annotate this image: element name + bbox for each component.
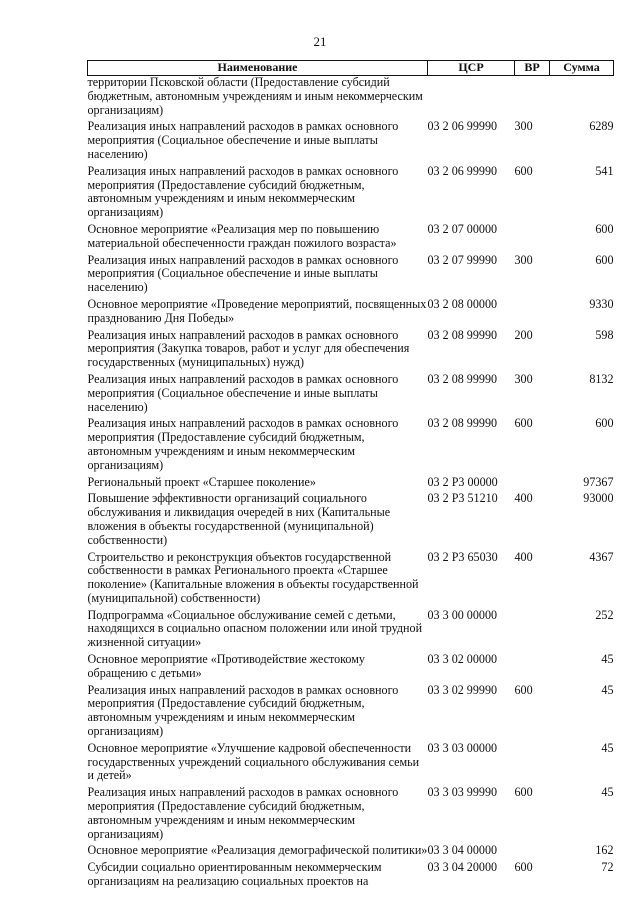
- row-sum: 97367: [583, 474, 614, 489]
- table-body: [88, 76, 614, 889]
- row-name: Реализация иных направлений расходов в рамках основного мероприятия (Предоставление субсидий бюджетным, автономным учреждениям и иным некоммерческим организациям): [87, 785, 399, 841]
- budget-table: [87, 60, 614, 889]
- row-csr: 03 2 P3 65030: [427, 549, 498, 564]
- row-sum: 162: [595, 843, 614, 858]
- row-vr: 600: [514, 416, 533, 431]
- row-csr: 03 2 P3 00000: [427, 474, 498, 489]
- row-name: Реализация иных направлений расходов в рамках основного мероприятия (Закупка товаров, работ и услуг для обеспечения государственных (муниципальных) нужд): [87, 327, 410, 370]
- row-sum: 252: [595, 607, 614, 622]
- row-name: Основное мероприятие «Проведение мероприятий, посвященных празднованию Дня Победы»: [87, 296, 427, 325]
- row-csr: 03 3 04 00000: [427, 843, 498, 858]
- row-name: Реализация иных направлений расходов в рамках основного мероприятия (Социальное обеспечение и иные выплаты населению): [87, 119, 399, 161]
- table-row: [88, 548, 614, 606]
- table-row: [88, 251, 614, 295]
- row-name: Основное мероприятие «Противодействие жестокому обращению с детьми»: [87, 652, 365, 680]
- row-name: Основное мероприятие «Реализация мер по повышению материальной обеспеченности граждан пожилого возраста»: [87, 221, 397, 250]
- row-csr: [428, 76, 515, 118]
- page-number: 21: [313, 34, 327, 49]
- table-row: [88, 739, 614, 783]
- row-name: Реализация иных направлений расходов в рамках основного мероприятия (Социальное обеспечение и иные выплаты населению): [87, 252, 399, 295]
- row-csr: 03 2 P3 51210: [427, 491, 498, 506]
- row-vr: [515, 76, 550, 118]
- table-row: [88, 606, 614, 650]
- row-name: Субсидии социально ориентированным некоммерческим организациям на реализацию социальных проектов на: [87, 860, 382, 889]
- row-name: Реализация иных направлений расходов в рамках основного мероприятия (Социальное обеспечение и иные выплаты населению): [87, 371, 399, 414]
- row-vr: 200: [514, 327, 533, 342]
- table-row: [88, 841, 614, 858]
- row-vr: 600: [514, 682, 533, 697]
- table-row: [88, 162, 614, 220]
- row-vr: [515, 220, 550, 251]
- row-csr: 03 3 03 99990: [427, 785, 498, 800]
- row-csr: 03 2 06 99990: [427, 119, 498, 134]
- row-csr: 03 2 08 99990: [427, 371, 498, 386]
- header-sum: Сумма: [550, 61, 614, 76]
- row-vr: 400: [514, 491, 533, 506]
- table-header-row: [88, 61, 614, 76]
- row-csr: 03 3 02 99990: [427, 682, 498, 697]
- row-name: Подпрограмма «Социальное обслуживание семей с детьми, находящихся в социально опасном положении или иной трудной жизненной ситуации»: [87, 607, 423, 650]
- table-row: [88, 681, 614, 739]
- row-sum: 598: [595, 327, 614, 342]
- row-csr: 03 2 06 99990: [427, 163, 498, 178]
- row-name: Реализация иных направлений расходов в рамках основного мероприятия (Предоставление субсидий бюджетным, автономным учреждениям и иным некоммерческим организациям): [87, 163, 399, 220]
- row-sum: 45: [601, 785, 614, 800]
- row-sum: 6289: [589, 119, 614, 134]
- table-row: [88, 650, 614, 681]
- row-name: Основное мероприятие «Реализация демографической политики»: [87, 843, 428, 858]
- row-sum: 72: [601, 860, 614, 875]
- row-vr: [515, 473, 550, 490]
- row-sum: 45: [601, 682, 614, 697]
- row-csr: 03 2 07 99990: [427, 252, 498, 267]
- row-name: Повышение эффективности организаций социального обслуживания и ликвидация очередей в них (Капитальные вложения в объекты государственной (муниципальной) собственности): [87, 491, 391, 547]
- row-sum: 45: [601, 652, 614, 667]
- table-row: [88, 76, 614, 118]
- table-row: [88, 489, 614, 547]
- row-csr: 03 3 03 00000: [427, 740, 498, 755]
- row-sum: 93000: [583, 491, 614, 506]
- row-csr: 03 3 00 00000: [427, 607, 498, 622]
- table-row: [88, 473, 614, 490]
- row-sum: 600: [595, 252, 614, 267]
- row-sum: 4367: [589, 549, 614, 564]
- row-vr: 600: [514, 785, 533, 800]
- row-name: Региональный проект «Старшее поколение»: [87, 474, 316, 489]
- row-vr: 300: [514, 119, 533, 134]
- table-row: [88, 783, 614, 841]
- table-row: [88, 220, 614, 251]
- row-csr: 03 2 08 99990: [427, 416, 498, 431]
- row-name: Строительство и реконструкция объектов государственной собственности в рамках Регионального проекта «Старшее поколение» (Капитальные вложения в объекты государственной (муниципальной) собственности): [87, 549, 419, 605]
- row-vr: 300: [514, 371, 533, 386]
- row-sum: 600: [595, 221, 614, 236]
- row-name: территории Псковской области (Предоставление субсидий бюджетным, автономным учреждениям и иным некоммерческим организациям): [87, 75, 423, 117]
- row-sum: 541: [595, 163, 614, 178]
- header-vr: ВР: [515, 61, 550, 76]
- row-sum: 45: [601, 740, 614, 755]
- row-name: Основное мероприятие «Улучшение кадровой обеспеченности государственных учреждений социального обслуживания семьи и детей»: [87, 740, 420, 783]
- row-vr: 400: [514, 549, 533, 564]
- header-name: Наименование: [88, 61, 428, 76]
- row-sum: 600: [595, 416, 614, 431]
- table-row: [88, 370, 614, 414]
- row-vr: [515, 606, 550, 650]
- table-row: [88, 326, 614, 370]
- row-vr: [515, 739, 550, 783]
- table-row: [88, 117, 614, 161]
- table-row: [88, 295, 614, 326]
- row-sum: [550, 76, 614, 118]
- row-csr: 03 3 02 00000: [427, 652, 498, 667]
- table-row: [88, 858, 614, 889]
- row-csr: 03 2 07 00000: [427, 221, 498, 236]
- row-name: Реализация иных направлений расходов в рамках основного мероприятия (Предоставление субсидий бюджетным, автономным учреждениям и иным некоммерческим организациям): [87, 416, 399, 472]
- row-vr: [515, 650, 550, 681]
- table-row: [88, 414, 614, 472]
- row-name: Реализация иных направлений расходов в рамках основного мероприятия (Предоставление субсидий бюджетным, автономным учреждениям и иным некоммерческим организациям): [87, 682, 399, 739]
- row-vr: 300: [514, 252, 533, 267]
- row-vr: 600: [514, 163, 533, 178]
- header-csr: ЦСР: [428, 61, 515, 76]
- row-csr: 03 2 08 99990: [427, 327, 498, 342]
- row-csr: 03 3 04 20000: [427, 860, 498, 875]
- row-vr: [515, 841, 550, 858]
- row-vr: 600: [514, 860, 533, 875]
- row-sum: 8132: [589, 371, 614, 386]
- row-vr: [515, 295, 550, 326]
- row-csr: 03 2 08 00000: [427, 296, 498, 311]
- row-sum: 9330: [589, 296, 614, 311]
